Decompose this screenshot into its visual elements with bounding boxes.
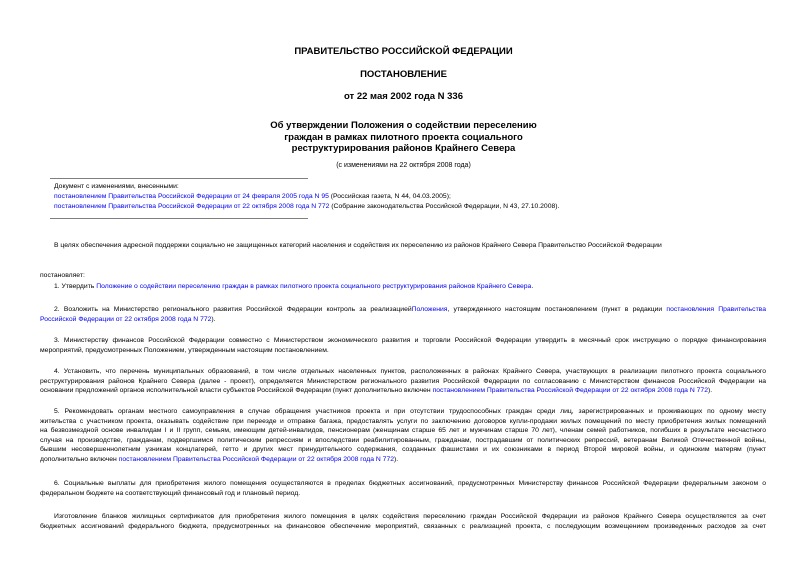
paragraph-line: 3. Министерству финансов Российской Федерации совместно с Министерством экономического развития и торговли Российской Федерации утвердить в месячный срок инструкцию о порядке финансирования [54,337,766,344]
preamble: В целях обеспечения адресной поддержки социально не защищенных категорий населения и содействия их переселению из районов Крайнего Севера Правительство Российской Федерации [54,242,662,249]
decrees-word: постановляет: [40,272,85,279]
paragraph-line: бывшим несовершеннолетним узникам концлагерей, гетто и других мест принудительного содержания, созданных фашистами и их союзниками в период Второй мировой войны, и одиноким матерям (пункт [40,446,766,454]
paragraph-line: 4. Установить, что перечень муниципальных образований, в том числе отдельных населенных пунктов, расположенных в районах Крайнего Севера, участвующих в реализации пилотного проекта социального [54,368,766,375]
paragraph-4 [40,367,766,396]
paragraph-line: федеральном бюджете на соответствующий финансовый год и плановый период. [40,489,301,497]
paragraph-line: 5. Рекомендовать органам местного самоуправления в случае обращения участников проекта и при отсутствии трудоспособных граждан среди лиц, зарегистрированных и проживающих по одному месту [54,408,766,415]
regulation-link[interactable]: Положения [411,306,448,313]
amendment-item [54,202,559,212]
paragraph-7 [40,512,766,531]
paragraph-line: 6. Социальные выплаты для приобретения жилого помещения осуществляются в пределах бюджетных ассигнований, предусмотренных Министерству финансов Российской Федерации федеральным законом о [54,480,766,487]
paragraph-line: жительства с участником проекта, оказывать содействие при переезде и отправке багажа, предоставлять услуги по заключению договоров купли-продажи жилых помещений по месту приобретения жилых помещений [40,417,766,425]
amendment-link-2005[interactable]: постановлением Правительства Российской Федерации от 24 февраля 2005 года N 95 [54,192,329,200]
document-title [0,120,807,155]
paragraph-1 [54,282,533,292]
amendment-note: (с изменениями на 22 октября 2008 года) [336,162,471,169]
text: дополнительно включен [40,455,119,463]
amendment-item [54,192,559,202]
paragraph-6 [40,479,766,498]
document-date-number: от 22 мая 2002 года N 336 [343,91,464,102]
text: ). [394,455,399,463]
text: ). [211,315,216,323]
government-heading: ПРАВИТЕЛЬСТВО РОССИЙСКОЙ ФЕДЕРАЦИИ [294,46,513,57]
regulation-link[interactable]: Положение о содействии переселению граждан в рамках пилотного проекта социального реструктурирования районов Крайнего Севера [96,283,532,290]
paragraph-5 [40,407,766,465]
amendment-2008-link[interactable]: Российской Федерации от 22 октября 2008 года N 772 [40,315,212,323]
text: ). [707,387,713,395]
amendment-2008-link[interactable]: постановления Правительства [666,306,766,313]
text: основании предложений органов исполнительной власти субъектов Российской Федерации (пункт дополнительно включен [40,387,433,395]
amendment-source: (Собрание законодательства Российской Федерации, N 43, 27.10.2008). [329,202,560,210]
paragraph-line: реструктурирования районов Крайнего Севера (далее - проект), определяется Министерством регионального развития Российской Федерации по согласованию с Министерством финансов Российской Федерации на [40,377,766,385]
paragraph-2 [40,305,766,324]
paragraph-line: бюджетных ассигнований федерального бюджета, предусмотренных на финансовое обеспечение мероприятий, связанных с реализацией проекта, с последующим возмещением произведенных расходов за счет [40,522,766,530]
title-line: граждан в рамках пилотного проекта социального [284,131,523,143]
divider-bottom [50,218,308,219]
title-line: реструктурирования районов Крайнего Севера [291,143,516,154]
paragraph-line: случая на производстве, гражданам, подвергшимся политическим репрессиям и впоследствии реабилитированным, гражданам, пострадавшим от политических репрессий, ветеранам Великой Отечественной войны, [40,436,766,444]
amendment-2008-link[interactable]: постановлением Правительства Российской Федерации от 22 октября 2008 года N 772 [432,387,708,395]
title-line: Об утверждении Положения о содействии переселению [270,120,537,131]
paragraph-line [40,455,766,465]
paragraph-line: Изготовление бланков жилищных сертификатов для приобретения жилого помещения в целях содействия переселению граждан Российской Федерации из районов Крайнего Севера осуществляется за счет [54,513,766,520]
document-type: ПОСТАНОВЛЕНИЕ [360,69,447,80]
paragraph-3 [40,336,766,355]
divider-top [50,178,308,179]
amendment-2008-link[interactable]: постановлением Правительства Российской Федерации от 22 октября 2008 года N 772 [118,455,395,463]
amendment-source: (Российская газета, N 44, 04.03.2005); [328,192,451,200]
text: , утвержденного настоящим постановлением (пункт в редакции [447,306,667,313]
paragraph-1-end: . [531,283,534,290]
amendments-info [54,182,559,211]
paragraph-1-text: 1. Утвердить [54,283,97,290]
paragraph-line: мероприятий, предусмотренных Положением, утвержденным настоящим постановлением. [40,346,329,354]
paragraph-line: на безвозмездной основе инвалидам I и II групп, семьям, имеющим детей-инвалидов, пенсионерам (женщинам старше 65 лет и мужчинам старше 70 лет), членам семей работников, погибших в результате несчастного [40,427,766,435]
text: 2. Возложить на Министерство регионального развития Российской Федерации контроль за реализацией [54,306,412,313]
paragraph-line [40,386,766,396]
paragraph-line [40,305,766,315]
amendments-intro: Документ с изменениями, внесенными: [54,183,179,190]
paragraph-line [40,315,766,325]
amendment-link-2008[interactable]: постановлением Правительства Российской Федерации от 22 октября 2008 года N 772 [54,202,330,210]
